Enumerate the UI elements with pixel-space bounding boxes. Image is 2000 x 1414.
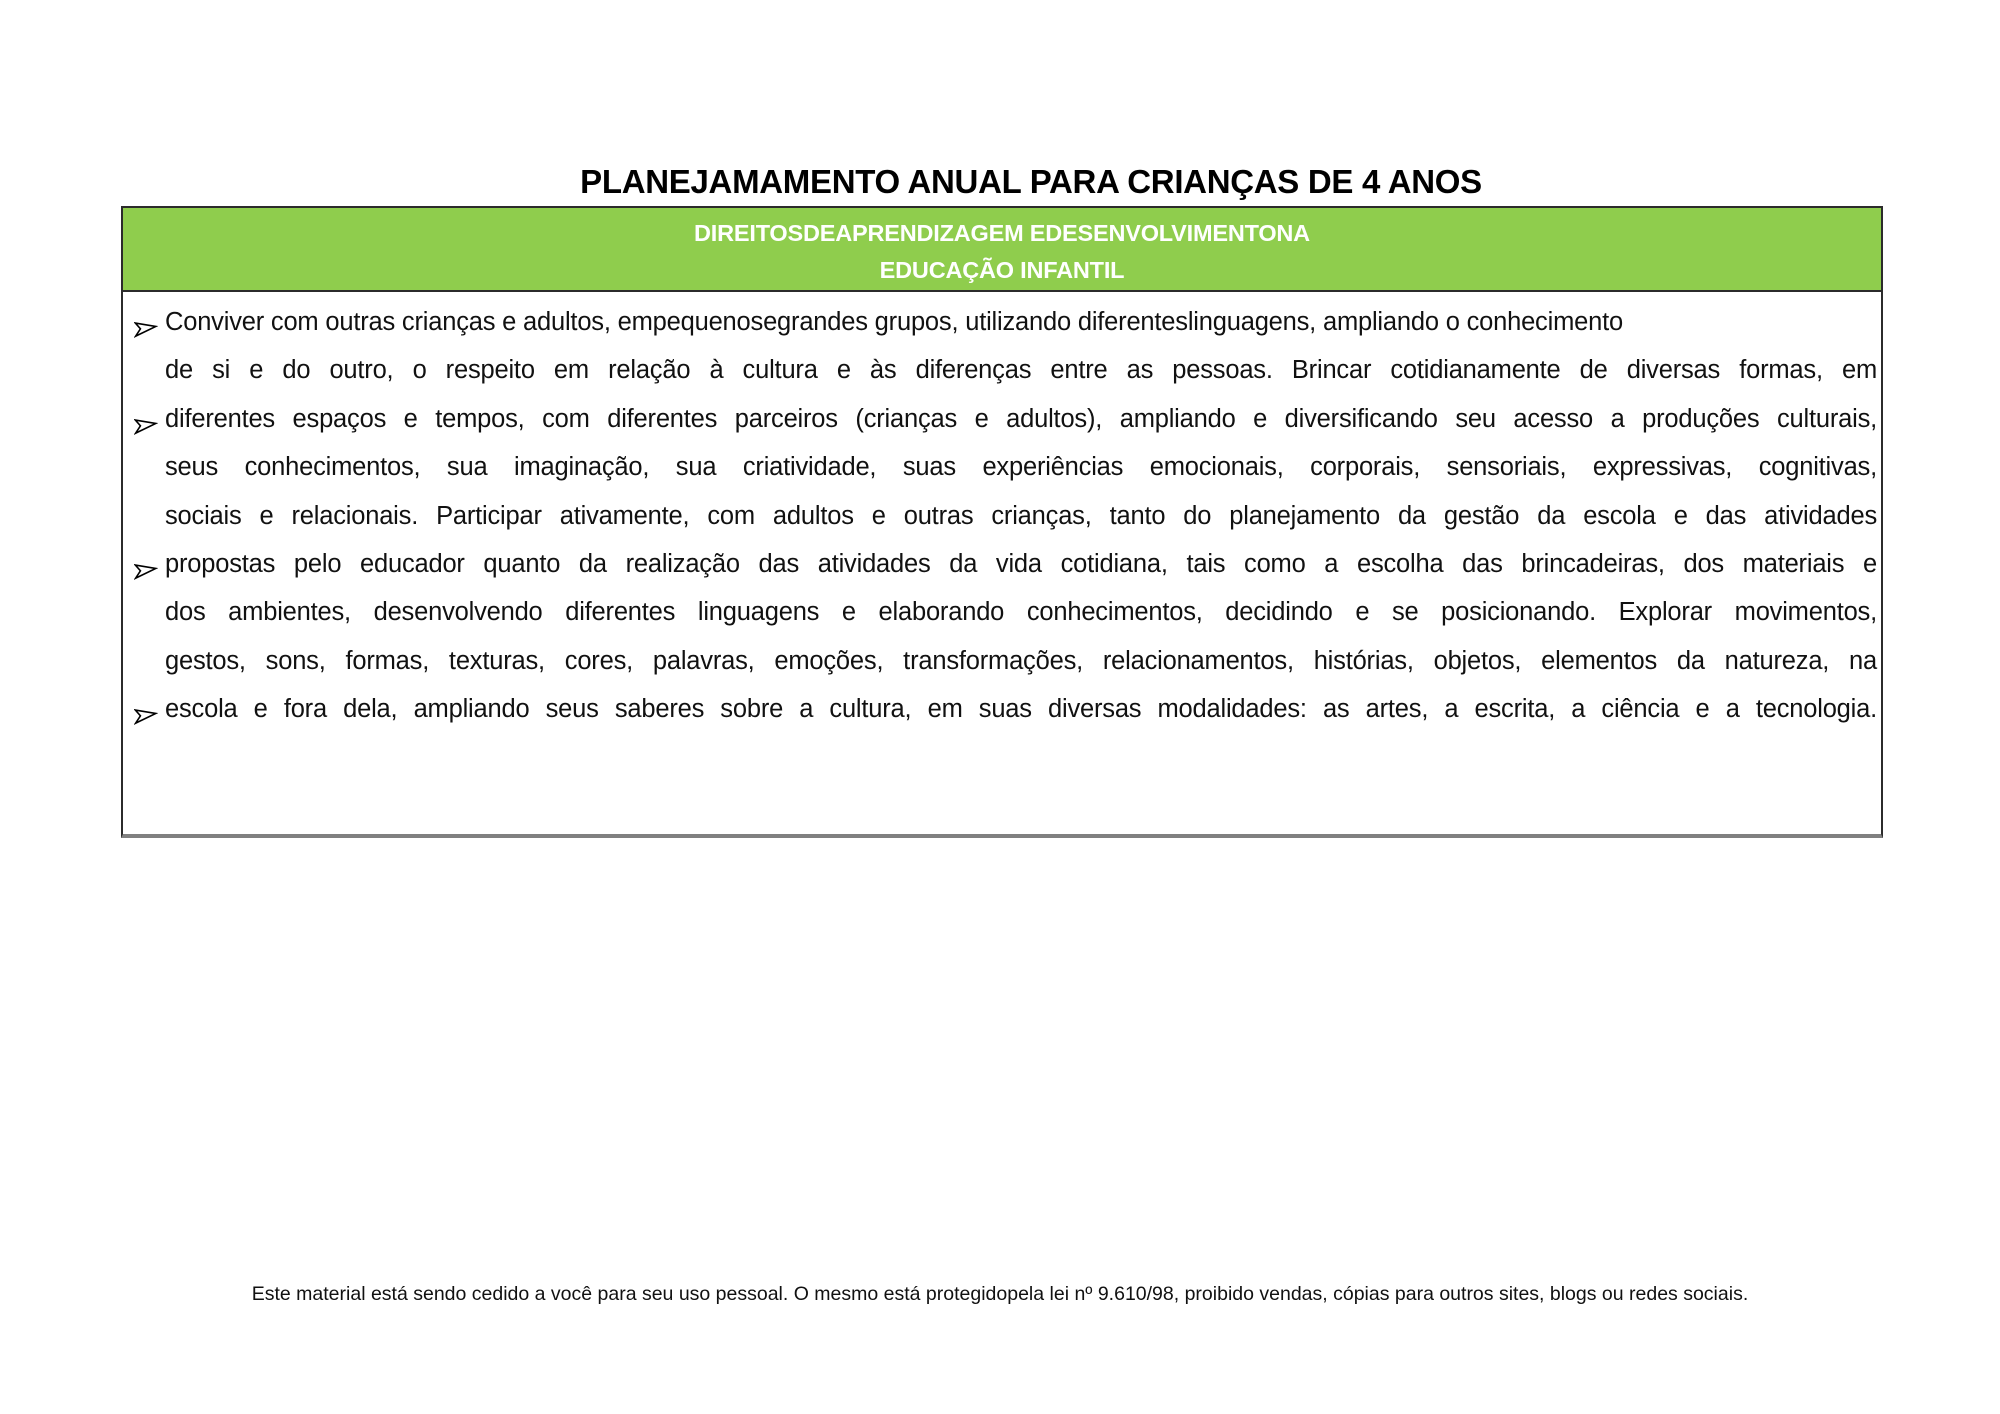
learning-rights-table: [121, 206, 1883, 838]
content-line-text: de si e do outro, o respeito em relação à cultura e às diferenças entre as pessoas. Brincar cotidianamente de diversas formas, em: [165, 356, 1877, 385]
arrowhead-right-icon: [134, 548, 158, 566]
content-line-text: seus conhecimentos, sua imaginação, sua criatividade, suas experiências emocionais, corporais, sensoriais, expressivas, cognitivas,: [165, 453, 1877, 482]
content-line: [165, 346, 1877, 394]
content-line-text: propostas pelo educador quanto da realização das atividades da vida cotidiana, tais como a escolha das brincadeiras, dos materiais e: [165, 550, 1877, 579]
page-title: PLANEJAMAMENTO ANUAL PARA CRIANÇAS DE 4 ANOS: [580, 163, 1482, 200]
footer-copyright-note: Este material está sendo cedido a você para seu uso pessoal. O mesmo está protegidopela lei nº 9.610/98, proibido vendas, cópias para outros sites, blogs ou redes sociais.: [251, 1283, 1749, 1305]
arrowhead-right-icon: [134, 306, 158, 324]
content-line: [165, 637, 1877, 685]
content-line: [165, 685, 1877, 733]
content-line: [165, 395, 1877, 443]
content-line: [165, 588, 1877, 636]
table-header: [123, 208, 1881, 292]
arrowhead-right-icon: [134, 403, 158, 421]
arrowhead-right-icon: [134, 693, 158, 711]
content-line-text: diferentes espaços e tempos, com diferentes parceiros (crianças e adultos), ampliando e diversificando seu acesso a produções culturais,: [165, 404, 1877, 433]
content-line-text: Conviver com outras crianças e adultos, empequenosegrandes grupos, utilizando diferenteslinguagens, ampliando o conhecimento: [165, 308, 1623, 336]
table-header-line-2: EDUCAÇÃO INFANTIL: [879, 257, 1125, 283]
content-line: [165, 540, 1877, 588]
content-line-text: escola e fora dela, ampliando seus saberes sobre a cultura, em suas diversas modalidades: as artes, a escrita, a ciência e a tecnologia.: [165, 695, 1877, 724]
content-line: [165, 492, 1877, 540]
content-line-text: gestos, sons, formas, texturas, cores, palavras, emoções, transformações, relacionamentos, histórias, objetos, elementos da natureza, na: [165, 646, 1877, 675]
content-line-text: dos ambientes, desenvolvendo diferentes linguagens e elaborando conhecimentos, decidindo e se posicionando. Explorar movimentos,: [165, 598, 1877, 627]
table-header-line-1: DIREITOSDEAPRENDIZAGEM EDESENVOLVIMENTONA: [694, 220, 1310, 246]
content-lines: [123, 292, 1881, 734]
content-line: [165, 443, 1877, 491]
content-line-text: sociais e relacionais. Participar ativamente, com adultos e outras crianças, tanto do planejamento da gestão da escola e das atividades: [165, 501, 1877, 530]
content-line: [165, 298, 1877, 346]
